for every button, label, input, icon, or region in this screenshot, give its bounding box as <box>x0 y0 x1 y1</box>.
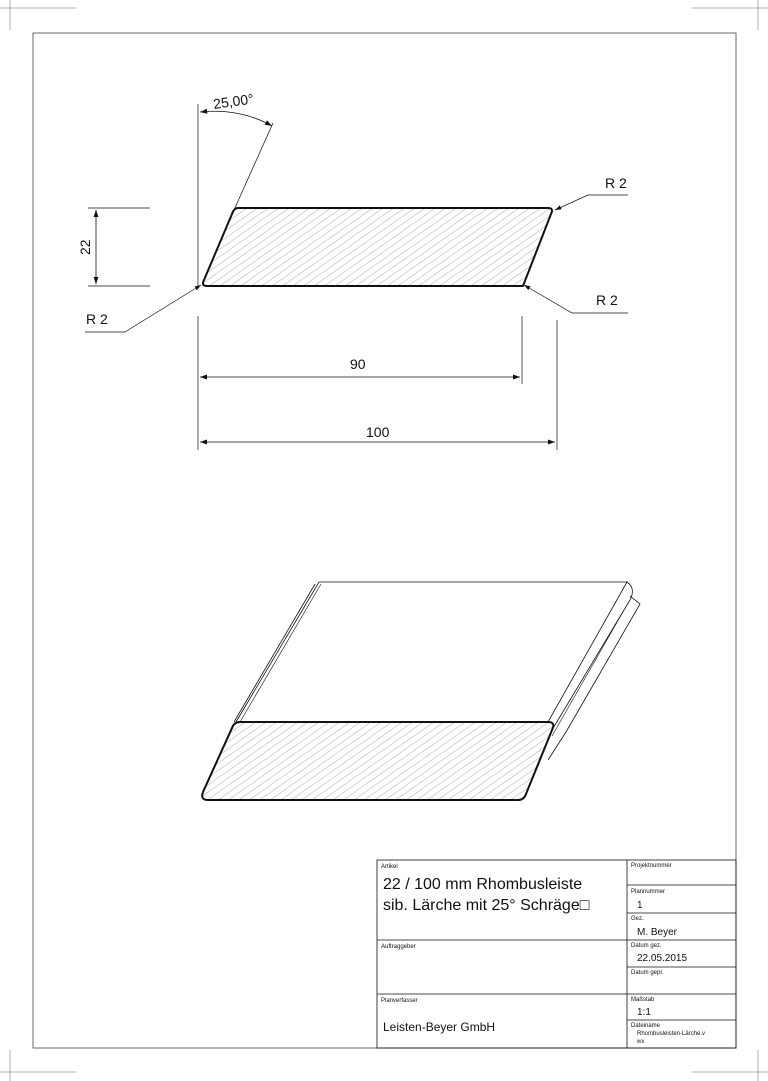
rhombus-profile <box>203 208 552 286</box>
radius-label-top-right: R 2 <box>605 175 627 191</box>
massstab-value: 1:1 <box>637 1007 651 1018</box>
drawing-frame <box>33 33 736 1048</box>
cross-section-view <box>77 90 628 450</box>
top-face <box>236 582 627 722</box>
plannummer-label: Plannummer <box>631 889 666 895</box>
auftraggeber-label: Auftraggeber <box>381 944 416 950</box>
artikel-line1: 22 / 100 mm Rhombusleiste <box>383 876 583 893</box>
planverfasser-value: Leisten-Beyer GmbH <box>383 1020 496 1034</box>
artikel-label: Artikel <box>381 864 398 870</box>
radius-leader-top-right <box>555 195 628 210</box>
dateiname-line2: wx <box>637 1039 645 1045</box>
gez-label: Gez. <box>631 916 644 922</box>
gez-value: M. Beyer <box>637 927 678 938</box>
front-face-hatched <box>202 722 553 800</box>
isometric-view <box>202 582 640 800</box>
height-label: 22 <box>77 239 93 255</box>
plannummer-value: 1 <box>637 900 643 911</box>
radius-label-bottom-left: R 2 <box>86 311 108 327</box>
angle-extension-line <box>234 123 273 210</box>
dateiname-line1: Rhombusleisten-Lärche.v <box>637 1031 706 1037</box>
datum-gepr-label: Datum gepr. <box>631 970 664 976</box>
massstab-label: Maßstab <box>631 997 655 1003</box>
angle-label: 25,00° <box>212 90 255 112</box>
radius-label-bottom-right: R 2 <box>596 292 618 308</box>
outer-width-label: 100 <box>366 424 390 440</box>
inner-width-label: 90 <box>350 356 366 372</box>
datum-gez-label: Datum gez. <box>631 943 662 949</box>
angle-arc <box>200 111 272 126</box>
datum-gez-value: 22.05.2015 <box>637 953 688 964</box>
dateiname-label: Dateiname <box>631 1023 661 1029</box>
artikel-line2: sib. Lärche mit 25° Schräge□ <box>383 897 590 914</box>
projektnummer-label: Projektnummer <box>631 863 672 869</box>
planverfasser-label: Planverfasser <box>381 998 418 1004</box>
